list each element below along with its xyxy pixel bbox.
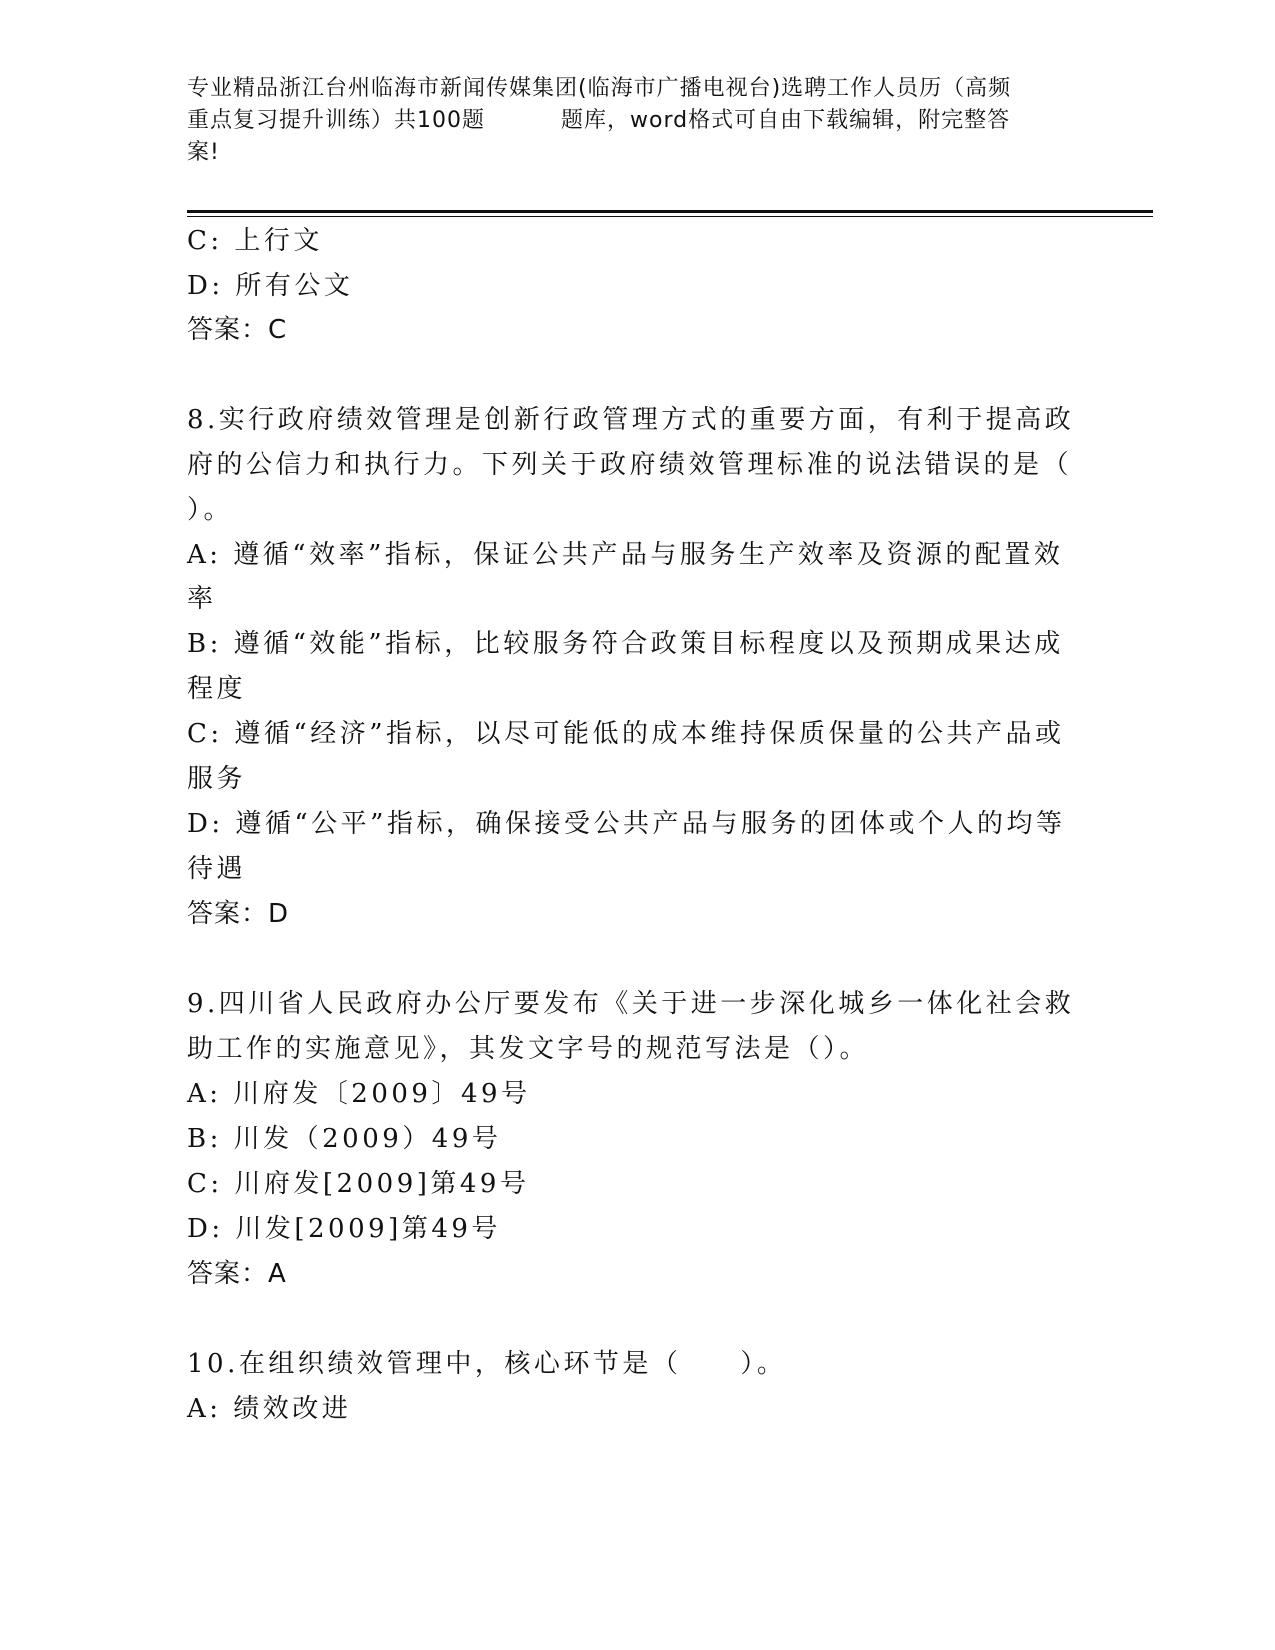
q8-answer: 答案：D xyxy=(187,899,290,929)
header-divider-thick xyxy=(187,210,1153,213)
q8-option-a-line-1: A: 遵循“效率”指标，保证公共产品与服务生产效率及资源的配置效 xyxy=(187,540,1064,570)
q8-stem-line-3: ）。 xyxy=(187,495,234,525)
q8-stem-line-2: 府的公信力和执行力。下列关于政府绩效管理标准的说法错误的是（ xyxy=(187,450,1073,480)
header-divider-thin xyxy=(187,216,1153,217)
q8-option-b-line-2: 程度 xyxy=(187,674,247,704)
header-line-2-part-2: 题库，word格式可自由下载编辑，附完整答 xyxy=(561,108,1011,133)
q8-option-a-line-2: 率 xyxy=(187,584,217,614)
q9-stem-line-1: 9.四川省人民政府办公厅要发布《关于进一步深化城乡一体化社会救 xyxy=(187,989,1075,1019)
q8-option-d-line-2: 待遇 xyxy=(187,854,247,884)
q7-option-c: C: 上行文 xyxy=(187,226,323,256)
q8-option-b-line-1: B: 遵循“效能”指标，比较服务符合政策目标程度以及预期成果达成 xyxy=(187,629,1064,659)
q9-option-a: A: 川府发〔2009〕49号 xyxy=(187,1079,531,1109)
q7-answer: 答案：C xyxy=(187,315,288,345)
q9-answer: 答案：A xyxy=(187,1259,287,1289)
q9-option-c: C: 川府发[2009]第49号 xyxy=(187,1169,530,1199)
q9-option-b: B: 川发（2009）49号 xyxy=(187,1124,502,1154)
header-line-1: 专业精品浙江台州临海市新闻传媒集团(临海市广播电视台)选聘工作人员历（高频 xyxy=(187,76,1012,101)
document-header xyxy=(187,73,1087,169)
q8-option-c-line-1: C: 遵循“经济”指标，以尽可能低的成本维持保质保量的公共产品或 xyxy=(187,719,1065,749)
q10-option-a: A: 绩效改进 xyxy=(187,1394,352,1424)
q9-option-d: D: 川发[2009]第49号 xyxy=(187,1214,501,1244)
header-line-2 xyxy=(187,105,1087,137)
header-line-2-part-1: 重点复习提升训练）共100题 xyxy=(187,108,485,133)
q9-stem-line-2: 助工作的实施意见》，其发文字号的规范写法是（）。 xyxy=(187,1034,870,1064)
q7-option-d: D: 所有公文 xyxy=(187,271,354,301)
q8-option-c-line-2: 服务 xyxy=(187,764,247,794)
q8-stem-line-1: 8.实行政府绩效管理是创新行政管理方式的重要方面，有利于提高政 xyxy=(187,405,1075,435)
header-line-3: 案! xyxy=(187,140,220,165)
q10-stem: 10.在组织绩效管理中，核心环节是（ ）。 xyxy=(187,1349,787,1379)
q8-option-d-line-1: D: 遵循“公平”指标，确保接受公共产品与服务的团体或个人的均等 xyxy=(187,809,1066,839)
